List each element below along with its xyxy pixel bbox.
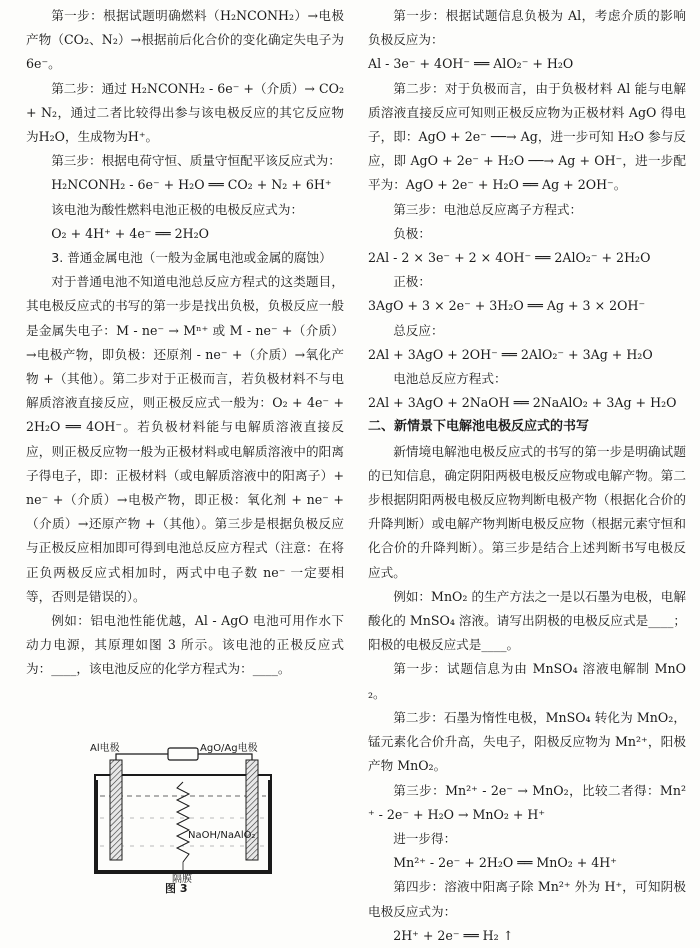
- paragraph: 第二步：通过 H₂NCONH₂ - 6e⁻ +（介质）→ CO₂ + N₂，通过二者比较得出参与该电极反应的其它反应物为H₂O，生成物为H⁺。: [26, 80, 344, 145]
- membrane: [177, 782, 189, 862]
- paragraph: 例如：铝电池性能优越，Al - AgO 电池可用作水下动力电源，其原理如图 3 所示。该电池的正极反应式为：____，该电池反应的化学方程式为：____。: [26, 613, 344, 677]
- equation-line: O₂ + 4H⁺ + 4e⁻ ══ 2H₂O: [51, 225, 209, 241]
- ago-electrode-hatch: [246, 760, 258, 860]
- paragraph: 例如：MnO₂ 的生产方法之一是以石墨为电极，电解酸化的 MnSO₄ 溶液。请写出阴极的电极反应式是____；阳极的电极反应式是____。: [368, 588, 686, 653]
- equation-line: 负极：: [393, 225, 431, 241]
- left-column: [26, 4, 344, 682]
- paragraph: 第三步：根据电荷守恒、质量守恒配平该反应式为：: [51, 153, 341, 169]
- solution-label: NaOH/NaAlO₂: [188, 830, 256, 841]
- equation-line: 2Al - 2 × 3e⁻ + 2 × 4OH⁻ ══ 2AlO₂⁻ + 2H₂O: [368, 250, 651, 266]
- cell-diagram-svg: [88, 743, 278, 885]
- equation-line: 2Al + 3AgO + 2NaOH ══ 2NaAlO₂ + 3Ag + H₂O: [368, 395, 677, 411]
- paragraph: 第一步：根据试题信息负极为 Al，考虑介质的影响负极反应为：: [368, 8, 686, 48]
- equation-line: 正极：: [393, 274, 431, 290]
- equation-line: 3AgO + 3 × 2e⁻ + 3H₂O ══ Ag + 3 × 2OH⁻: [368, 298, 646, 314]
- paragraph: 3. 普通金属电池（一般为金属电池或金属的腐蚀）: [51, 250, 332, 266]
- paragraph: 第三步：电池总反应离子方程式：: [393, 201, 583, 217]
- paragraph: 第二步：石墨为惰性电极，MnSO₄ 转化为 MnO₂，锰元素化合价升高，失电子，阳极反应物为 Mn²⁺，阳极产物 MnO₂。: [368, 709, 686, 774]
- membrane-label: 隔膜: [172, 874, 192, 885]
- equation-line: 2H⁺ + 2e⁻ ══ H₂ ↑: [393, 927, 514, 943]
- paragraph: 第三步：Mn²⁺ - 2e⁻ → MnO₂，比较二者得：Mn²⁺ - 2e⁻ + H₂O → MnO₂ + H⁺: [368, 782, 686, 822]
- paragraph: 对于普通电池不知道电池总反应方程式的这类题目，其电极反应式的书写的第一步是找出负极，负极反应一般是金属失电子：M - ne⁻ → Mⁿ⁺ 或 M - ne⁻ +（介质）→电极产物，即负极：还原剂 - ne⁻ +（介质）→氧化产物 +（其他）。第二步对于正极而言，若负极材料不与电解质溶液直接反应，则正极反应式一般为：O₂ + 4e⁻ + 2H₂O ══ 4OH⁻。若负极材料能与电解质溶液直接反应，则正极反应物一般为正极材料或电解质溶液中的阳离子得电子，即：正极材料（或电解质溶液中的阳离子）+ ne⁻ +（介质）→电极产物，即正极：氧化剂 + ne⁻ +（介质）→还原产物 +（其他）。第三步是根据负极反应与正极反应相加即可得到电池总反应方程式（注意：在将正负两极反应式相加时，两式中电子数 ne⁻ 一定要相等，否则是错误的）。: [26, 274, 344, 604]
- load-device: [168, 748, 198, 760]
- al-electrode-label: Al电极: [90, 743, 120, 754]
- paragraph: 该电池为酸性燃料电池正极的电极反应式为：: [51, 201, 304, 217]
- wire-left: [116, 754, 168, 760]
- al-electrode-hatch: [110, 760, 122, 860]
- equation-line: H₂NCONH₂ - 6e⁻ + H₂O ══ CO₂ + N₂ + 6H⁺: [51, 177, 332, 193]
- equation-line: 总反应：: [393, 322, 444, 338]
- paragraph: 新情境电解池电极反应式的书写的第一步是明确试题的已知信息，确定阴阳两极电极反应物或电解产物。第二步根据阴阳两极电极反应物判断电极产物（根据化合价的升降判断）或电解产物判断电极反应物（根据元素守恒和化合价的升降判断）。第三步是结合上述判断书写电极反应式。: [368, 443, 686, 580]
- ago-electrode-label: AgO/Ag电极: [200, 743, 258, 754]
- equation-line: 2Al + 3AgO + 2OH⁻ ══ 2AlO₂⁻ + 3Ag + H₂O: [368, 346, 653, 362]
- paragraph: 第二步：对于负极而言，由于负极材料 Al 能与电解质溶液直接反应可知则正极反应物为正极材料 AgO 得电子，即：AgO + 2e⁻ ──→ Ag，进一步可知 H₂O 参与反应，即 AgO + 2e⁻ + H₂O ──→ Ag + OH⁻，进一步配平为：AgO + 2e⁻ + H₂O ══ Ag + 2OH⁻。: [368, 80, 686, 193]
- figure-caption: 图 3: [165, 882, 188, 895]
- paragraph: 第一步：根据试题明确燃料（H₂NCONH₂）→电极产物（CO₂、N₂）→根据前后化合价的变化确定失电子为6e⁻。: [26, 8, 344, 72]
- paragraph: 第一步：试题信息为由 MnSO₄ 溶液电解制 MnO₂。: [368, 661, 686, 701]
- paragraph: 第四步：溶液中阳离子除 Mn²⁺ 外为 H⁺，可知阴极电极反应式为：: [368, 879, 686, 919]
- equation-line: 进一步得：: [393, 830, 457, 846]
- equation-line: 电池总反应方程式：: [393, 371, 507, 387]
- wire-right: [198, 754, 252, 760]
- section-heading: 二、新情景下电解池电极反应式的书写: [368, 419, 590, 435]
- equation-line: Al - 3e⁻ + 4OH⁻ ══ AlO₂⁻ + H₂O: [368, 56, 574, 72]
- equation-line: Mn²⁺ - 2e⁻ + 2H₂O ══ MnO₂ + 4H⁺: [393, 855, 617, 871]
- right-column: [368, 4, 686, 948]
